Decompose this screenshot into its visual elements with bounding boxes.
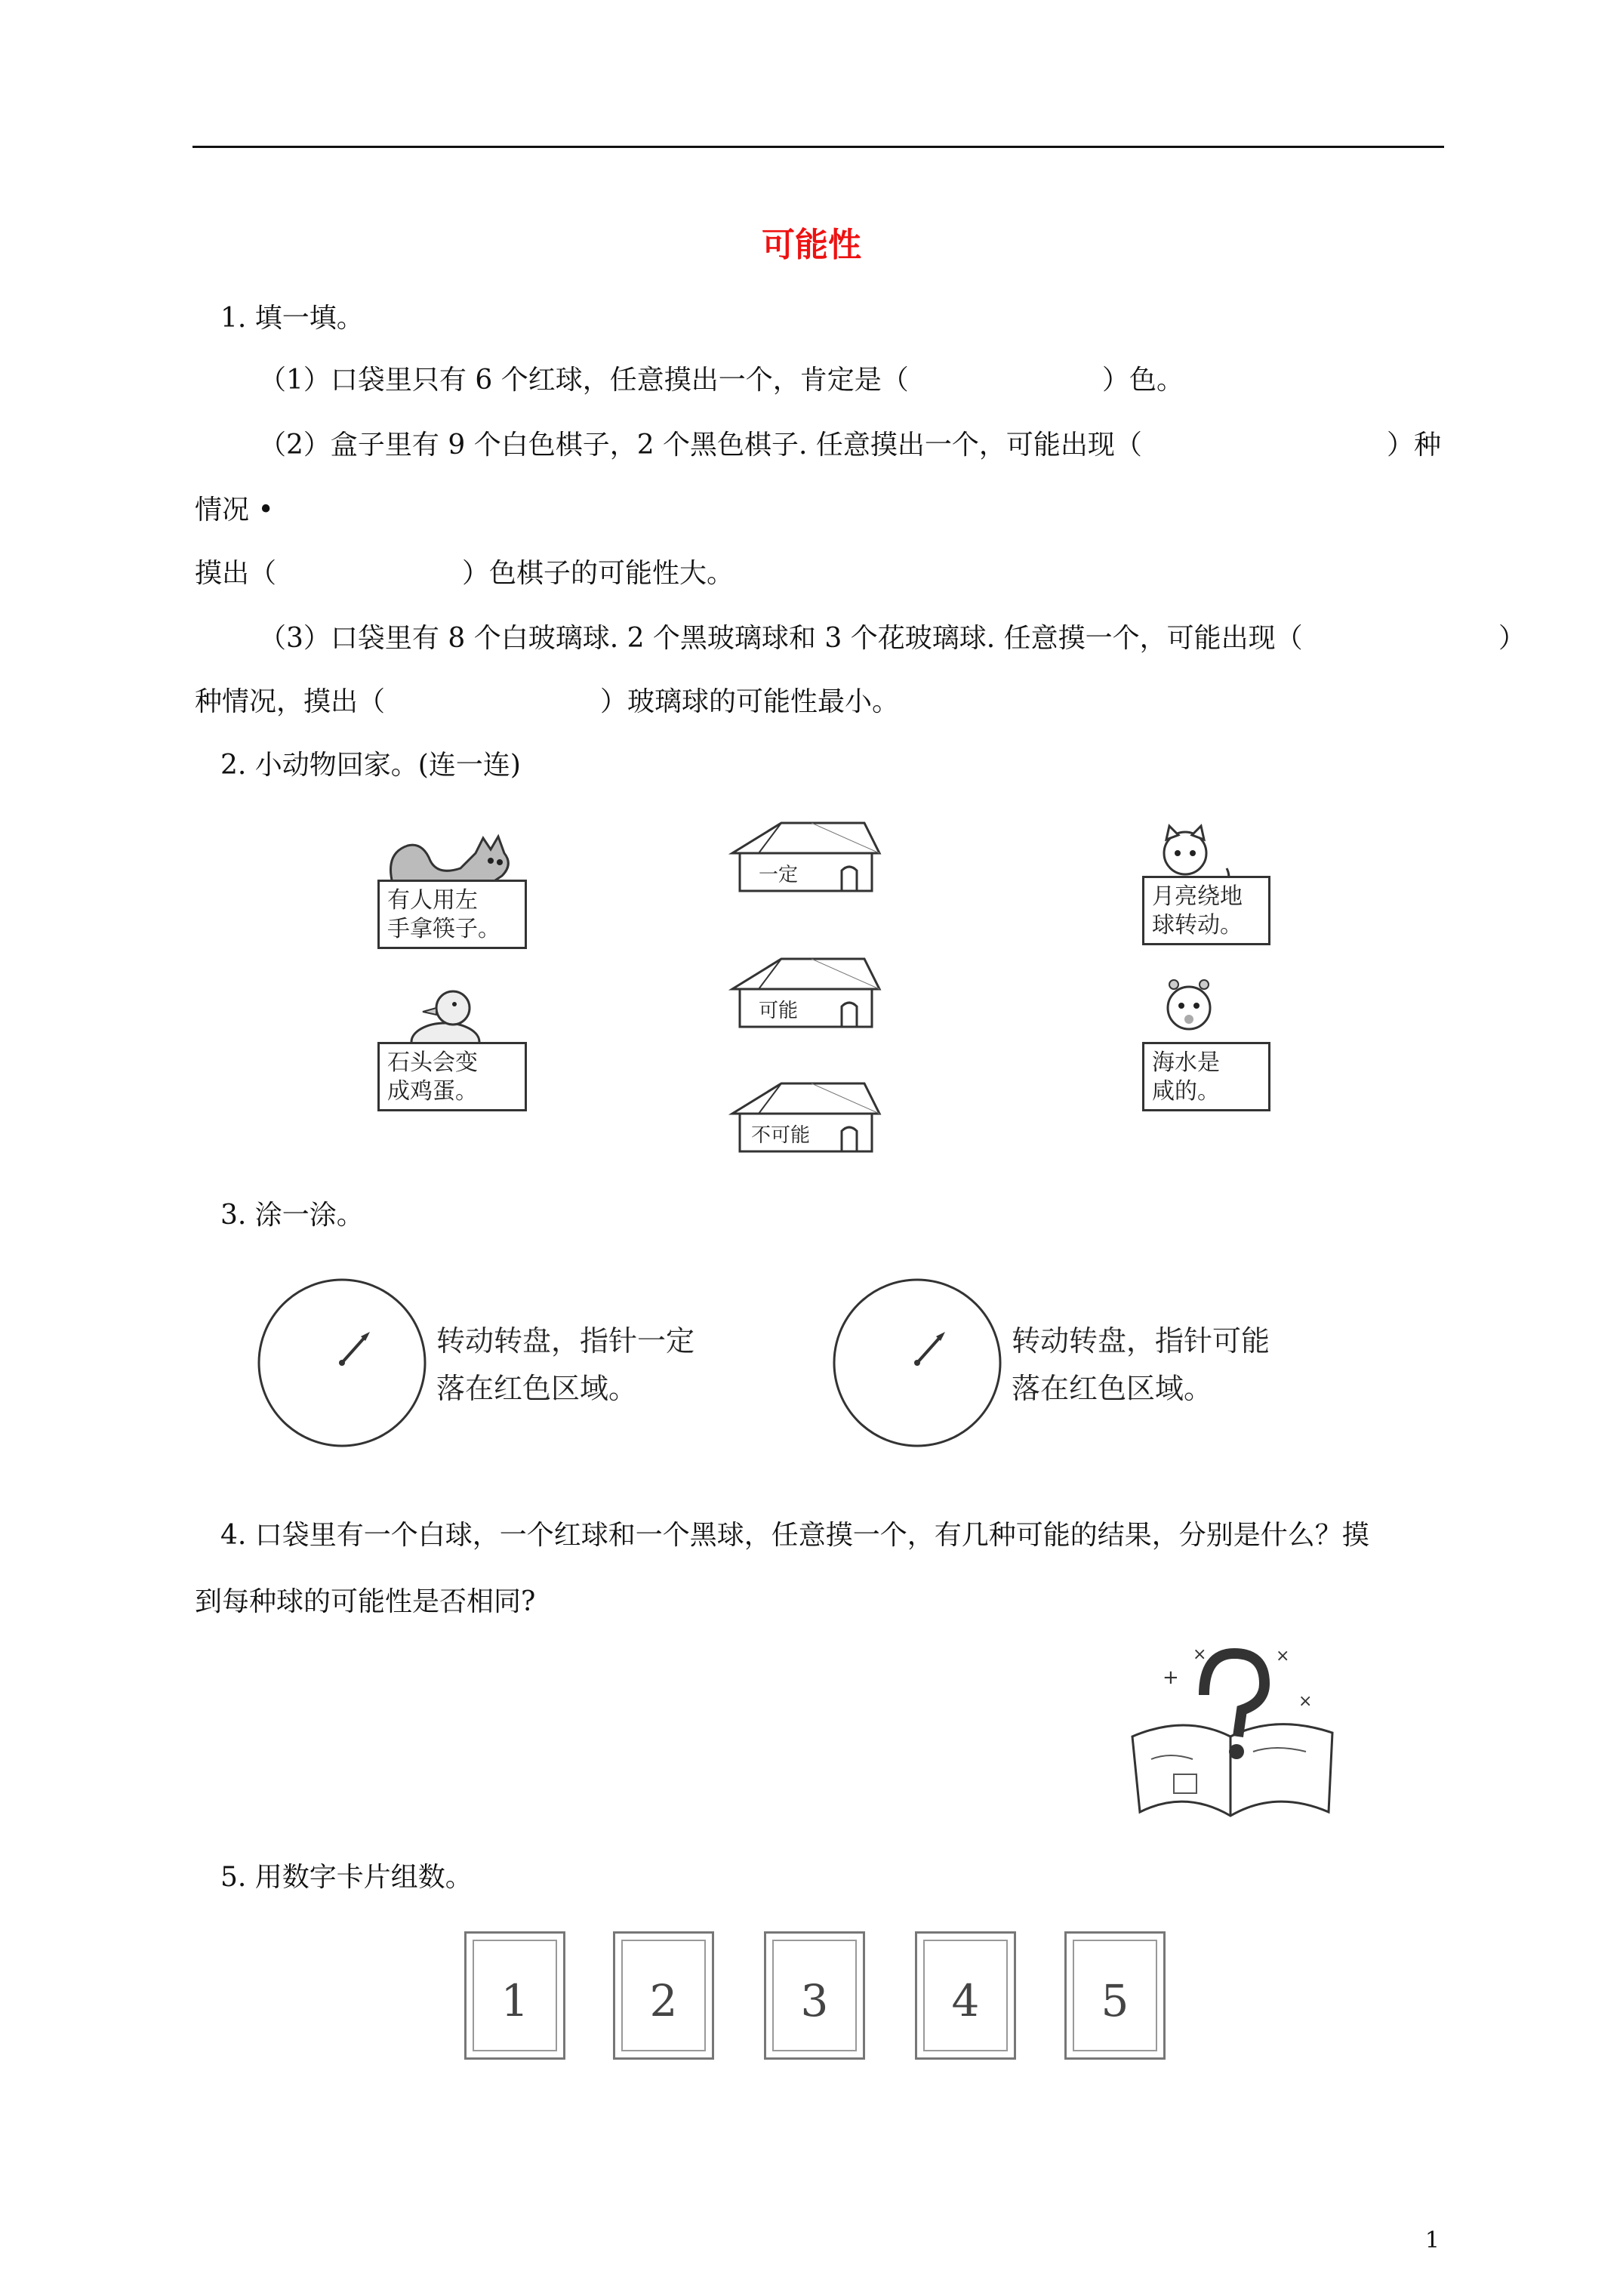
number-card-5[interactable] — [1064, 1931, 1166, 2060]
q2-heading: 2. 小动物回家。(连一连) — [220, 750, 521, 781]
house-bukeneng[interactable] — [728, 1080, 883, 1155]
left-card-2[interactable]: 石头会变 成鸡蛋。 — [377, 1042, 527, 1111]
spinner-1-line2: 落在红色区域。 — [436, 1372, 638, 1405]
q1-p2c-pre: 摸出（ — [195, 558, 277, 589]
q1-p2c-post: ）色棋子的可能性大。 — [462, 558, 735, 589]
q4-line1: 4. 口袋里有一个白球，一个红球和一个黑球，任意摸一个，有几种可能的结果，分别是什么？摸 — [220, 1520, 1369, 1551]
number-card-4[interactable] — [915, 1931, 1016, 2060]
svg-text:×: × — [1193, 1645, 1207, 1664]
svg-text:×: × — [1276, 1647, 1290, 1666]
question-book-icon — [1125, 1638, 1344, 1835]
q1-p3-post: ） — [1498, 623, 1526, 654]
spinner-2-line1: 转动转盘，指针可能 — [1012, 1324, 1270, 1358]
svg-text:×: × — [1298, 1692, 1313, 1711]
house-yiding[interactable] — [728, 819, 883, 895]
q5-heading: 5. 用数字卡片组数。 — [220, 1862, 473, 1893]
page-title: 可能性 — [762, 226, 861, 264]
right-card-1[interactable]: 月亮绕地 球转动。 — [1142, 876, 1270, 945]
number-card-2-value: 2 — [649, 1975, 678, 2026]
spinner-1-line1: 转动转盘，指针一定 — [436, 1324, 695, 1358]
svg-text:+: + — [1163, 1666, 1179, 1689]
header-rule — [192, 146, 1444, 148]
number-card-1-value: 1 — [500, 1975, 529, 2026]
number-card-5-value: 5 — [1101, 1975, 1129, 2026]
q3-heading: 3. 涂一涂。 — [220, 1200, 364, 1231]
house-label-yiding: 一定 — [759, 864, 799, 886]
q1-p2b: 情况 • — [195, 495, 274, 525]
q1-p1-post: ）色。 — [1102, 365, 1184, 396]
house-keneng[interactable] — [728, 955, 883, 1031]
number-card-4-value: 4 — [951, 1975, 980, 2026]
left-card-1[interactable]: 有人用左 手拿筷子。 — [377, 880, 527, 949]
q1-p2-post: ）种 — [1387, 430, 1442, 461]
q1-heading: 1. 填一填。 — [220, 303, 364, 334]
spinner-1[interactable] — [255, 1276, 429, 1450]
q1-p3b-post: ）玻璃球的可能性最小。 — [600, 686, 900, 717]
number-card-3[interactable] — [764, 1931, 865, 2060]
q1-p1-pre: （1）口袋里只有 6 个红球，任意摸出一个，肯定是（ — [259, 365, 909, 396]
house-label-keneng: 可能 — [759, 1000, 799, 1022]
spinner-2[interactable] — [830, 1276, 1004, 1450]
q1-p2-pre: （2）盒子里有 9 个白色棋子，2 个黑色棋子. 任意摸出一个，可能出现（ — [259, 430, 1142, 461]
spinner-2-line2: 落在红色区域。 — [1012, 1372, 1213, 1405]
q1-p3-pre: （3）口袋里有 8 个白玻璃球. 2 个黑玻璃球和 3 个花玻璃球. 任意摸一个，可能出现（ — [259, 623, 1303, 654]
house-label-bukeneng: 不可能 — [751, 1124, 811, 1147]
q1-p3b-pre: 种情况，摸出（ — [195, 686, 386, 717]
page-number: 1 — [1424, 2227, 1440, 2254]
q4-line2: 到每种球的可能性是否相同? — [195, 1586, 536, 1617]
number-card-3-value: 3 — [800, 1975, 829, 2026]
number-card-1[interactable] — [464, 1931, 565, 2060]
number-card-2[interactable] — [613, 1931, 714, 2060]
right-card-2[interactable]: 海水是 咸的。 — [1142, 1042, 1270, 1111]
